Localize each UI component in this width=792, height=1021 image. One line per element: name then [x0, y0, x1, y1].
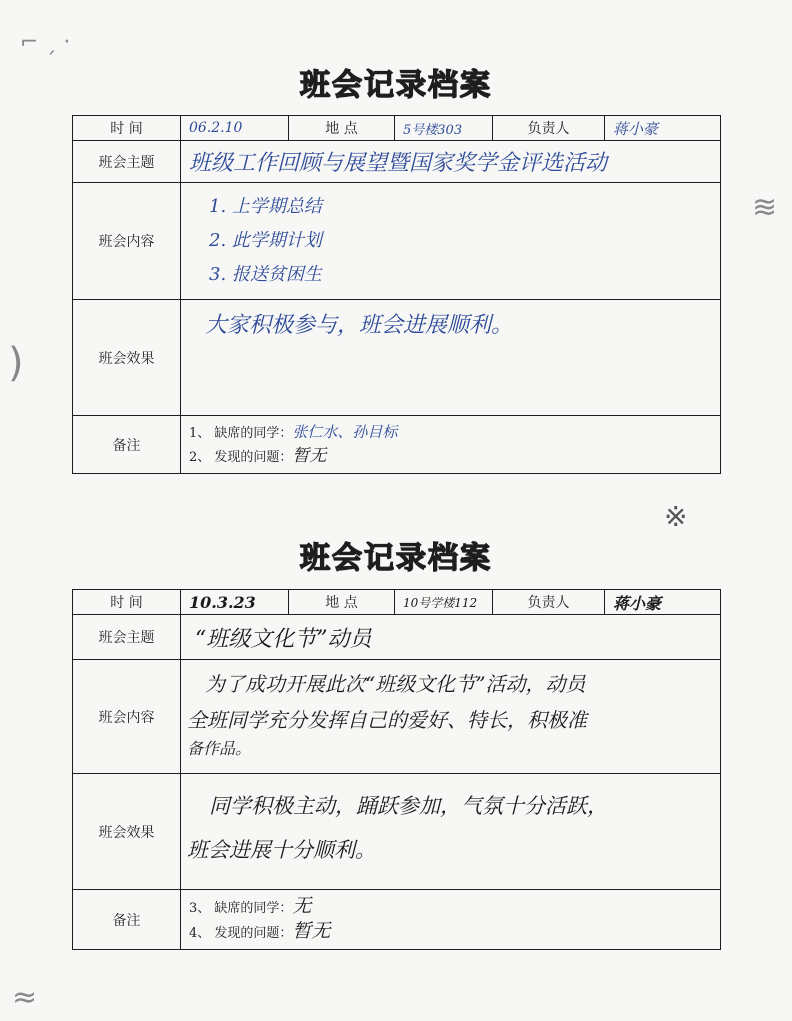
- notes-problems: [189, 445, 720, 469]
- notes-absent-label: 3、 缺席的同学：: [189, 900, 293, 916]
- label-time: 时 间: [73, 590, 181, 615]
- label-leader: 负责人: [493, 590, 605, 615]
- label-content: 班会内容: [73, 660, 181, 774]
- label-place: 地 点: [289, 590, 395, 615]
- notes-problems-value: 暂无: [292, 445, 327, 466]
- place-value: 5号楼303: [395, 116, 493, 141]
- leader-value: 蒋小豪: [605, 116, 721, 141]
- leader-value: 蒋小豪: [605, 590, 721, 615]
- notes-value: [181, 890, 721, 950]
- theme-value: “班级文化节”动员: [181, 615, 721, 660]
- notes-problems-value: 暂无: [292, 919, 331, 942]
- scan-mark-right: ≋: [752, 190, 778, 225]
- notes-problems: [189, 920, 720, 945]
- record-table: [72, 115, 721, 474]
- effect-value: [181, 300, 721, 416]
- scan-mark-top: ⌐ ˏ ·: [20, 30, 71, 55]
- content-line: 全班同学充分发挥自己的爱好、特长，积极准: [187, 708, 587, 732]
- effect-line: 同学积极主动，踊跃参加，气氛十分活跃，: [209, 794, 608, 818]
- content-line: 为了成功开展此次“班级文化节”活动，动员: [205, 672, 586, 696]
- time-value: 10.3.23: [181, 590, 289, 615]
- notes-absent-value: 无: [292, 894, 312, 917]
- label-time: 时 间: [73, 116, 181, 141]
- notes-problems-label: 2、 发现的问题：: [189, 449, 293, 465]
- label-notes: 备注: [73, 890, 181, 950]
- label-effect: 班会效果: [73, 774, 181, 890]
- content-line: 3. 报送贫困生: [209, 264, 322, 285]
- effect-line: 班会进展十分顺利。: [187, 838, 376, 862]
- notes-value: [181, 416, 721, 474]
- notes-absent-value: 张仁水、孙目标: [292, 422, 398, 441]
- record-title: 班会记录档案: [300, 541, 492, 576]
- scan-mark-left: ): [8, 340, 24, 386]
- label-theme: 班会主题: [73, 141, 181, 183]
- label-theme: 班会主题: [73, 615, 181, 660]
- label-leader: 负责人: [493, 116, 605, 141]
- effect-line: 大家积极参与，班会进展顺利。: [205, 313, 514, 338]
- label-place: 地 点: [289, 116, 395, 141]
- time-value: 06.2.10: [181, 116, 289, 141]
- scan-mark-bottom: ≈: [12, 980, 38, 1015]
- content-line: 2. 此学期计划: [209, 230, 322, 251]
- scan-mark-stamp: ※: [664, 500, 688, 533]
- notes-absent-label: 1、 缺席的同学：: [189, 425, 293, 441]
- content-value: [181, 183, 721, 300]
- record-title: 班会记录档案: [300, 68, 492, 103]
- effect-value: [181, 774, 721, 890]
- content-line: 备作品。: [187, 739, 252, 758]
- record-table: [72, 589, 721, 950]
- notes-absent: [189, 895, 720, 920]
- content-value: [181, 660, 721, 774]
- place-value: 10号学楼112: [395, 590, 493, 615]
- notes-problems-label: 4、 发现的问题：: [189, 925, 293, 941]
- label-effect: 班会效果: [73, 300, 181, 416]
- theme-value: 班级工作回顾与展望暨国家奖学金评选活动: [181, 141, 721, 183]
- content-line: 1. 上学期总结: [209, 196, 322, 217]
- notes-absent: [189, 421, 720, 445]
- label-content: 班会内容: [73, 183, 181, 300]
- label-notes: 备注: [73, 416, 181, 474]
